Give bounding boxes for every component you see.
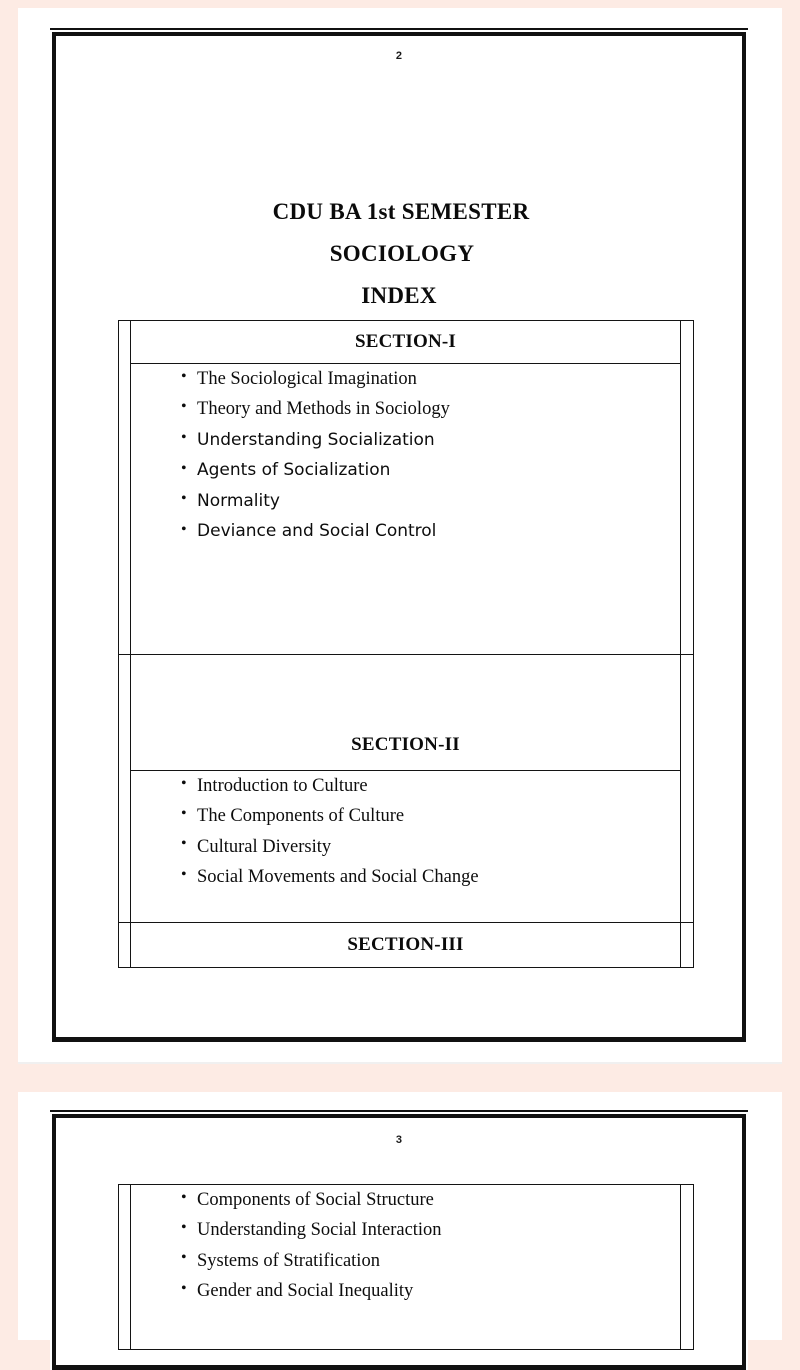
list-item: • Deviance and Social Control: [131, 516, 680, 546]
index-table-page-2: [118, 320, 694, 968]
table-row: [119, 1185, 694, 1350]
document-title-block: [56, 191, 742, 317]
page-content-2: [56, 36, 742, 1037]
index-table-page-3: [118, 1184, 694, 1350]
list-item: • Social Movements and Social Change: [131, 862, 680, 892]
list-item: • Cultural Diversity: [131, 832, 680, 862]
list-item: • The Sociological Imagination: [131, 364, 680, 394]
page-frame-2: [50, 28, 748, 1042]
page-frame-3: [50, 1110, 748, 1370]
section-list-cell-1: [131, 364, 681, 655]
section-header-cell-1: [131, 321, 681, 364]
section-header-cell-2: [131, 655, 681, 771]
section-heading-1: SECTION-I: [354, 331, 457, 352]
list-item: • Understanding Socialization: [131, 425, 680, 455]
table-gutter-cell-left-a: [119, 321, 131, 655]
list-item: • Agents of Socialization: [131, 455, 680, 485]
page-number-3: 3: [395, 1134, 403, 1146]
list-item: • Introduction to Culture: [131, 771, 680, 801]
page-number-2: 2: [395, 50, 403, 62]
page-border-inner-box-2: [52, 32, 746, 1042]
page-title-line-1: CDU BA 1st SEMESTER: [272, 199, 530, 224]
page-title-line-2: SOCIOLOGY: [329, 241, 475, 267]
list-item: • The Components of Culture: [131, 801, 680, 831]
table-gutter-cell-left-d: [119, 1185, 131, 1350]
table-gutter-cell-right-a: [680, 321, 693, 655]
table-gutter-cell-right-b: [680, 655, 693, 923]
list-item: • Gender and Social Inequality: [131, 1276, 680, 1306]
table-gutter-cell-left-c: [119, 923, 131, 968]
section-heading-3: SECTION-III: [347, 934, 464, 955]
table-row: [119, 655, 694, 771]
topic-list-section-2: [131, 771, 680, 893]
table-row: [119, 364, 694, 655]
list-item: • Systems of Stratification: [131, 1246, 680, 1276]
page-border-outer-rule-2: [50, 28, 748, 30]
page-border-inner-box-3: [52, 1114, 746, 1370]
page-border-outer-rule-3: [50, 1110, 748, 1112]
topic-list-section-1: [131, 364, 680, 547]
list-item: • Normality: [131, 486, 680, 516]
table-row: [119, 923, 694, 968]
table-gutter-cell-left-b: [119, 655, 131, 923]
list-item: • Theory and Methods in Sociology: [131, 394, 680, 424]
list-item: • Components of Social Structure: [131, 1185, 680, 1215]
section-heading-2: SECTION-II: [351, 734, 460, 755]
table-gutter-cell-right-c: [680, 923, 693, 968]
section-header-cell-3: [131, 923, 681, 968]
page-content-3: [56, 1118, 742, 1365]
section-list-cell-3: [131, 1185, 681, 1350]
topic-list-section-3: [131, 1185, 680, 1307]
table-row: [119, 321, 694, 364]
table-row: [119, 771, 694, 923]
page-title-line-3: INDEX: [361, 283, 437, 309]
table-gutter-cell-right-d: [680, 1185, 693, 1350]
section-list-cell-2: [131, 771, 681, 923]
list-item: • Understanding Social Interaction: [131, 1215, 680, 1245]
